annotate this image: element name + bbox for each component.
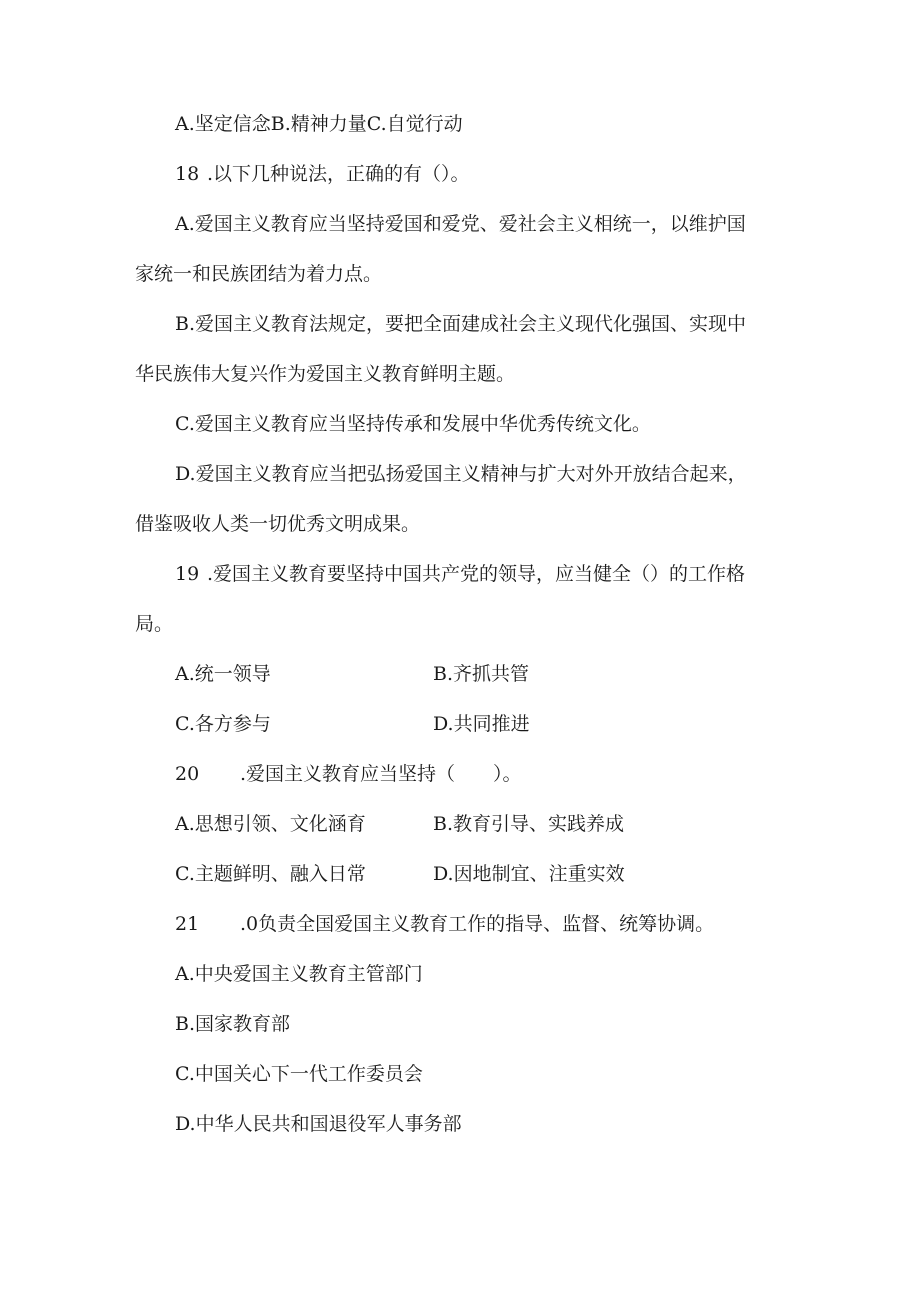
- q17-options-line: A.坚定信念B.精神力量C.自觉行动: [175, 113, 463, 135]
- q20-number: 20: [175, 763, 200, 785]
- q20-option-b: B.教育引导、实践养成: [433, 813, 625, 835]
- q20-stem: .爱国主义教育应当坚持（ ）。: [240, 763, 522, 785]
- q21-number: 21: [175, 913, 200, 935]
- q18-option-a-line1: A.爱国主义教育应当坚持爱国和爱党、爱社会主义相统一，以维护国: [175, 213, 746, 235]
- q20-option-c: C.主题鲜明、融入日常: [175, 863, 366, 885]
- q21-stem: .0负责全国爱国主义教育工作的指导、监督、统筹协调。: [240, 913, 715, 935]
- q21-option-a: A.中央爱国主义教育主管部门: [175, 963, 423, 985]
- q18-option-d-line1: D.爱国主义教育应当把弘扬爱国主义精神与扩大对外开放结合起来，: [175, 463, 747, 485]
- q18-option-c: C.爱国主义教育应当坚持传承和发展中华优秀传统文化。: [175, 413, 651, 435]
- q18-number: 18: [175, 163, 200, 185]
- q19-option-c: C.各方参与: [175, 713, 271, 735]
- q19-number: 19: [175, 563, 200, 585]
- q20-option-a: A.思想引领、文化涵育: [175, 813, 366, 835]
- q18-stem: .以下几种说法，正确的有（）。: [207, 163, 470, 185]
- q21-option-b: B.国家教育部: [175, 1013, 291, 1035]
- q19-option-d: D.共同推进: [433, 713, 530, 735]
- q19-option-a: A.统一领导: [175, 663, 271, 685]
- q19-option-b: B.齐抓共管: [433, 663, 530, 685]
- q19-stem-line1: .爱国主义教育要坚持中国共产党的领导，应当健全（）的工作格: [207, 563, 746, 585]
- q19-stem-line2: 局。: [135, 613, 174, 635]
- q18-option-b-line1: B.爱国主义教育法规定，要把全面建成社会主义现代化强国、实现中: [175, 313, 747, 335]
- q18-option-b-line2: 华民族伟大复兴作为爱国主义教育鲜明主题。: [135, 363, 516, 385]
- q20-option-d: D.因地制宜、注重实效: [433, 863, 625, 885]
- q21-option-d: D.中华人民共和国退役军人事务部: [175, 1113, 462, 1135]
- q21-option-c: C.中国关心下一代工作委员会: [175, 1063, 423, 1085]
- q18-option-d-line2: 借鉴吸收人类一切优秀文明成果。: [135, 513, 421, 535]
- q18-option-a-line2: 家统一和民族团结为着力点。: [135, 263, 383, 285]
